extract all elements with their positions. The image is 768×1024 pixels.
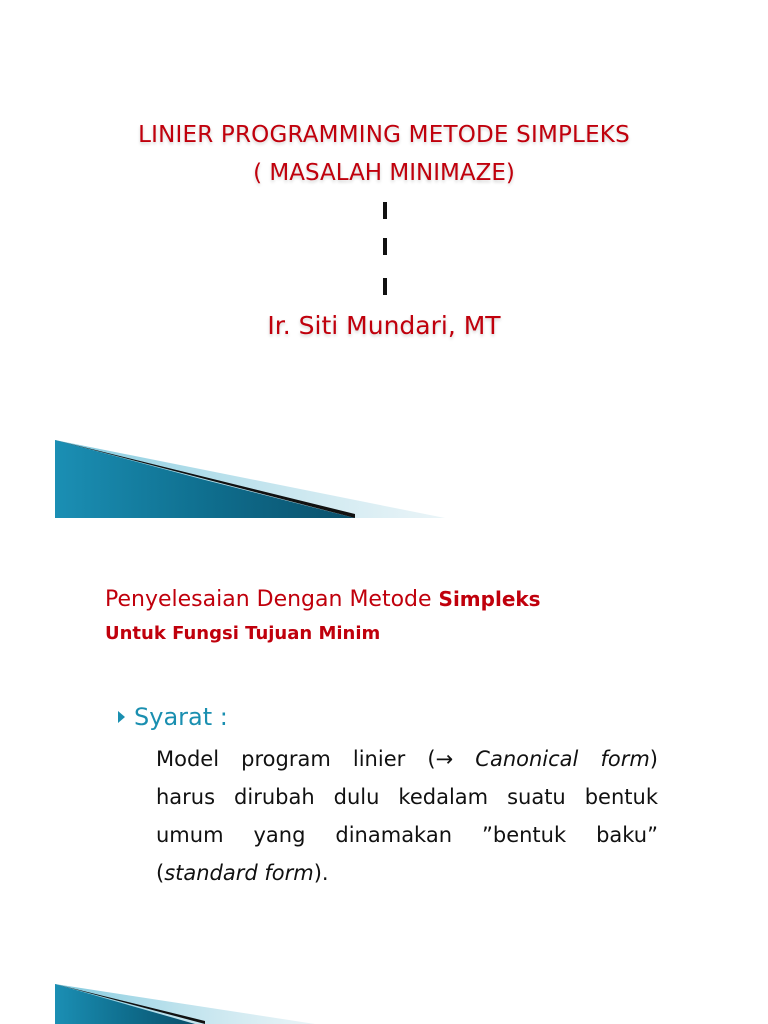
paragraph-emphasis: Canonical form	[475, 747, 650, 771]
title-slide	[0, 0, 768, 440]
bullet-arrow-icon	[118, 711, 125, 723]
section-subheading: Untuk Fungsi Tujuan Minim	[105, 623, 381, 644]
paragraph-line-4	[156, 854, 658, 892]
author-name: Ir. Siti Mundari, MT	[267, 311, 501, 340]
bottom-wedge	[55, 984, 355, 1024]
paragraph-line-2: harus dirubah dulu kedalam suatu bentuk	[156, 785, 658, 809]
paragraph-line-3: umum yang dinamakan ”bentuk baku”	[156, 823, 658, 847]
separator-bar-1	[383, 202, 387, 219]
paragraph-text: Model program linier (	[156, 747, 436, 771]
section-heading	[105, 583, 541, 616]
paragraph-line-1	[156, 740, 658, 778]
paragraph-text: ).	[313, 861, 329, 885]
paragraph-emphasis: standard form	[164, 861, 314, 885]
section-heading-bold: Simpleks	[438, 587, 541, 611]
body-paragraph	[156, 740, 658, 892]
paragraph-text: )	[649, 747, 658, 771]
right-arrow-icon: →	[435, 747, 454, 771]
slide-divider-wedge	[55, 440, 455, 520]
slide-title-line2: ( MASALAH MINIMAZE)	[253, 160, 515, 186]
section-heading-text: Penyelesaian Dengan Metode	[105, 587, 439, 612]
paragraph-text: (	[156, 861, 165, 885]
bullet-label: Syarat :	[134, 703, 228, 731]
bullet-item	[118, 700, 228, 734]
separator-bar-2	[383, 238, 387, 255]
separator-bar-3	[383, 278, 387, 295]
slide-title-line1: LINIER PROGRAMMING METODE SIMPLEKS	[138, 122, 630, 148]
